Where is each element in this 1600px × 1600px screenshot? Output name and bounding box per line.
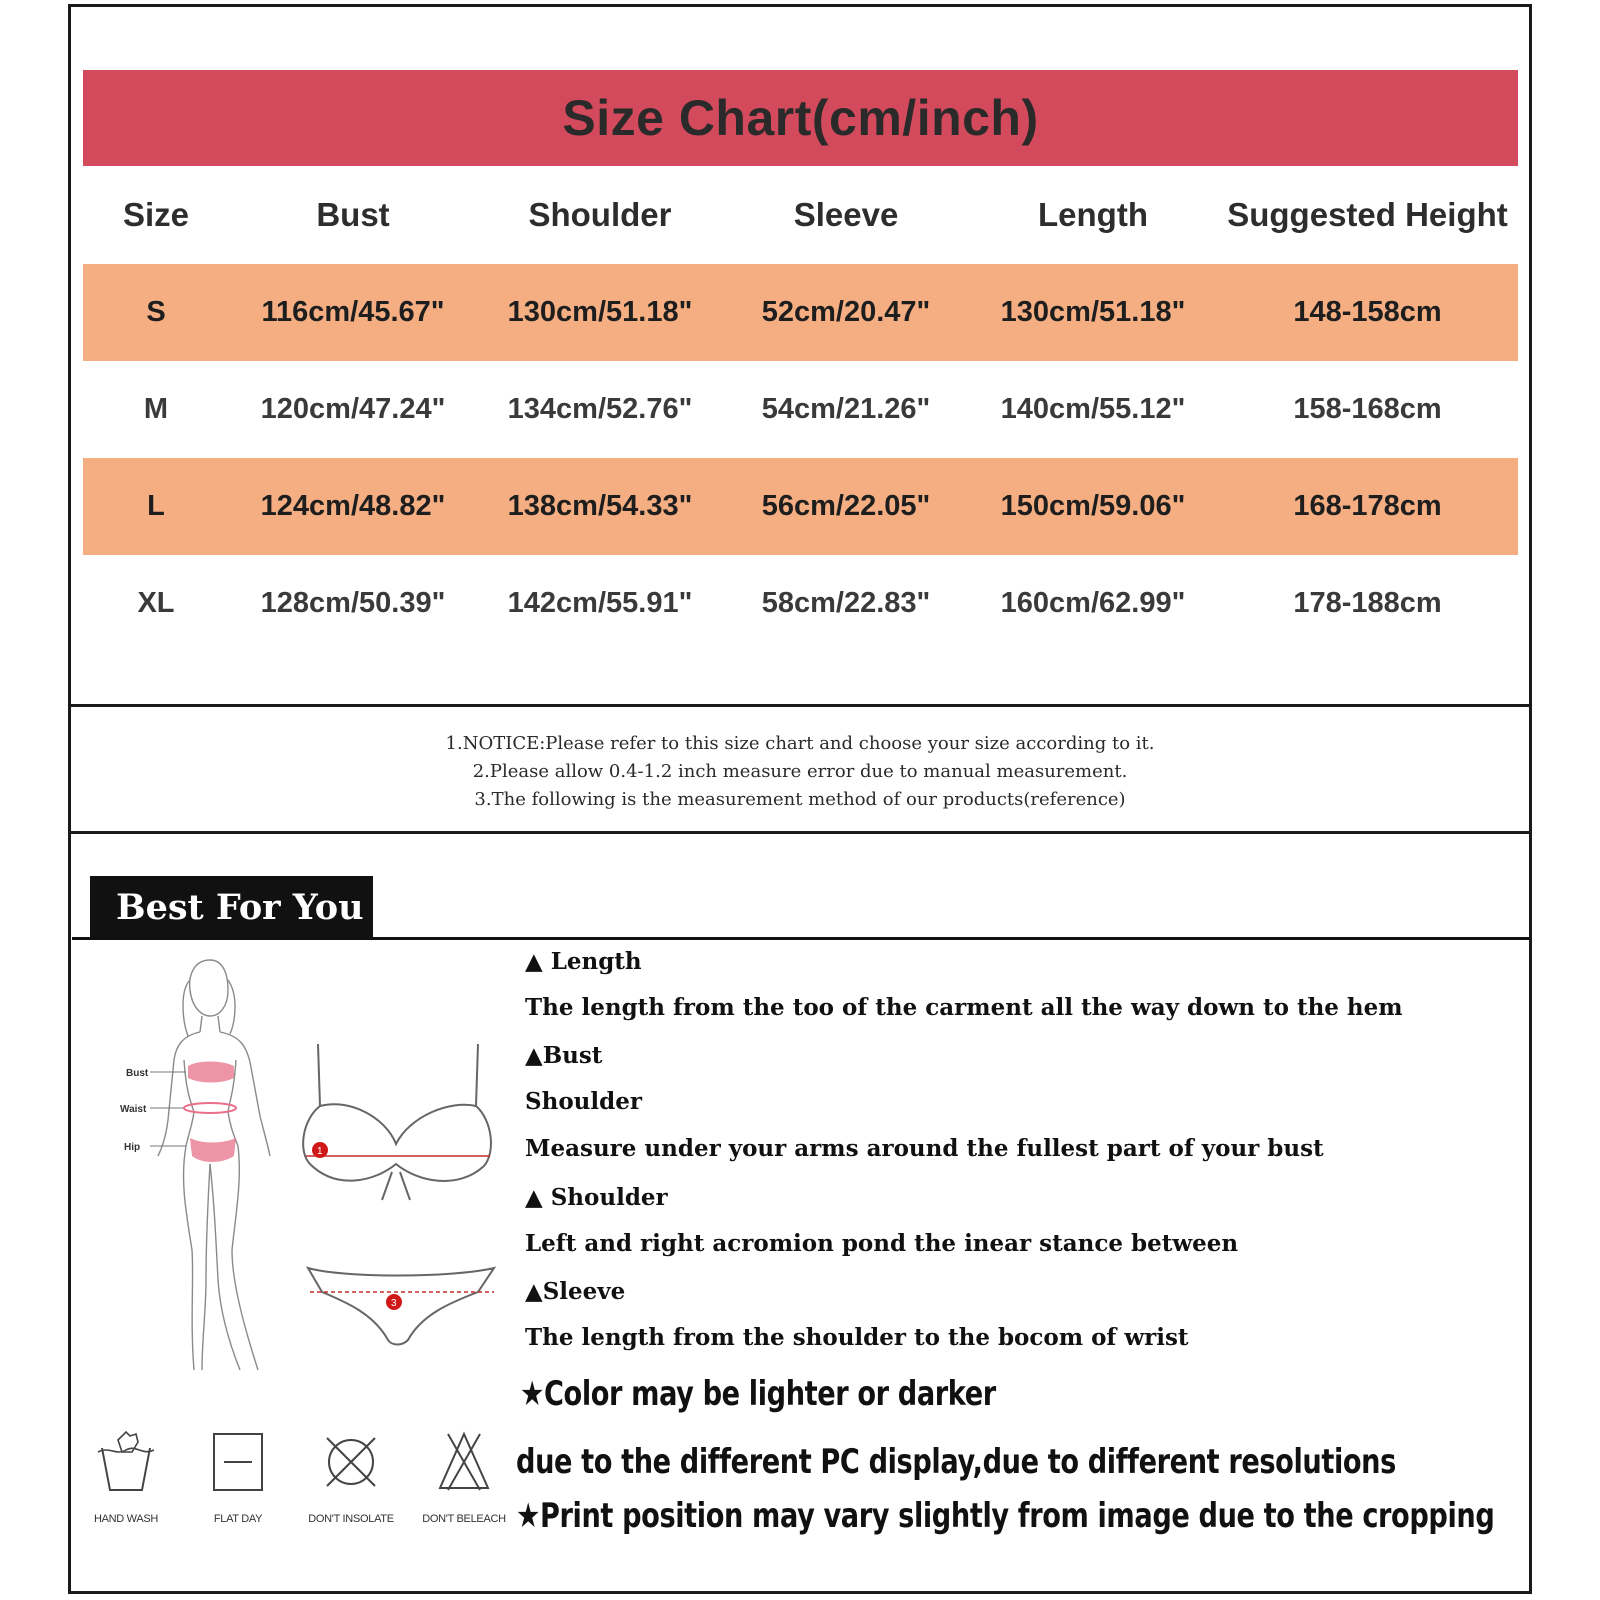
column-header-suggested-height: Suggested Height: [1227, 196, 1508, 233]
cell-bust: 124cm/48.82": [229, 458, 477, 555]
table-row-m: [83, 361, 1518, 458]
cell-length: 160cm/62.99": [969, 555, 1217, 652]
color-note: ★Color may be lighter or darker: [520, 1374, 996, 1414]
cell-shoulder: 134cm/52.76": [477, 361, 723, 458]
sleeve-heading: ▲Sleeve: [525, 1278, 626, 1305]
bust-description: Measure under your arms around the fullest part of your bust: [525, 1135, 1324, 1162]
table-row-l: [83, 458, 1518, 555]
cell-height: 168-178cm: [1217, 458, 1518, 555]
cell-size: S: [83, 264, 229, 361]
cell-length: 150cm/59.06": [969, 458, 1217, 555]
no-sun-icon: [319, 1430, 383, 1494]
cell-bust: 128cm/50.39": [229, 555, 477, 652]
notice-line-1: 1.NOTICE:Please refer to this size chart and choose your size according to it.: [445, 733, 1155, 754]
bra-diagram: [300, 1040, 500, 1210]
bottom-diagram: [302, 1262, 502, 1352]
column-header-sleeve: Sleeve: [793, 196, 899, 233]
length-description: The length from the too of the carment all the way down to the hem: [525, 994, 1403, 1021]
care-flat-dry: [200, 1430, 276, 1525]
shoulder-heading: ▲ Shoulder: [525, 1184, 668, 1211]
size-chart-title: Size Chart(cm/inch): [562, 90, 1039, 146]
care-dont-insolate: [298, 1430, 404, 1525]
cell-height: 148-158cm: [1217, 264, 1518, 361]
hand-wash-label: HAND WASH: [93, 1513, 159, 1525]
cell-height: 158-168cm: [1217, 361, 1518, 458]
cell-shoulder: 138cm/54.33": [477, 458, 723, 555]
bust-heading: ▲Bust: [525, 1042, 603, 1069]
column-header-size: Size: [122, 196, 190, 233]
flat-dry-icon: [208, 1430, 268, 1494]
hip-figure-label: Hip: [124, 1142, 141, 1153]
cell-bust: 120cm/47.24": [229, 361, 477, 458]
shoulder-word: Shoulder: [525, 1088, 642, 1115]
cell-height: 178-188cm: [1217, 555, 1518, 652]
size-chart-table: [83, 166, 1518, 652]
column-header-length: Length: [1038, 196, 1148, 233]
divider-below-notice: [68, 831, 1532, 834]
care-dont-bleach: [414, 1430, 514, 1525]
best-for-you-underline: [72, 937, 1530, 940]
cell-length: 140cm/55.12": [969, 361, 1217, 458]
notice-line-2: 2.Please allow 0.4-1.2 inch measure error due to manual measurement.: [472, 761, 1128, 782]
dont-insolate-label: DON'T INSOLATE: [308, 1513, 394, 1525]
best-for-you-label: Best For You: [116, 887, 364, 928]
cell-sleeve: 56cm/22.05": [723, 458, 969, 555]
column-header-bust: Bust: [316, 196, 390, 233]
cell-size: L: [83, 458, 229, 555]
cell-bust: 116cm/45.67": [229, 264, 477, 361]
dont-bleach-label: DON'T BELEACH: [422, 1513, 506, 1525]
sleeve-description: The length from the shoulder to the bocom of wrist: [525, 1324, 1189, 1351]
cell-size: XL: [83, 555, 229, 652]
table-row-xl: [83, 555, 1518, 652]
hand-wash-icon: [96, 1430, 156, 1494]
cell-size: M: [83, 361, 229, 458]
table-row-s: [83, 264, 1518, 361]
flat-dry-label: FLAT DAY: [213, 1513, 263, 1525]
cell-sleeve: 54cm/21.26": [723, 361, 969, 458]
length-heading: ▲ Length: [525, 948, 642, 975]
cell-sleeve: 58cm/22.83": [723, 555, 969, 652]
notice-block: [70, 730, 1530, 814]
cell-sleeve: 52cm/20.47": [723, 264, 969, 361]
no-bleach-icon: [434, 1430, 494, 1494]
divider-above-notice: [68, 704, 1532, 707]
waist-figure-label: Waist: [120, 1104, 147, 1115]
column-header-shoulder: Shoulder: [528, 196, 672, 233]
bust-figure-label: Bust: [126, 1068, 149, 1079]
model-figure-illustration: [110, 950, 310, 1410]
best-for-you-tab: [90, 876, 373, 939]
print-note: ★Print position may vary slightly from image due to the cropping: [516, 1496, 1495, 1536]
cell-shoulder: 130cm/51.18": [477, 264, 723, 361]
size-chart-title-bar: [83, 70, 1518, 166]
care-hand-wash: [88, 1430, 164, 1525]
notice-line-3: 3.The following is the measurement method of our products(reference): [474, 789, 1126, 810]
cell-length: 130cm/51.18": [969, 264, 1217, 361]
table-header-row: [83, 166, 1518, 264]
display-note: due to the different PC display,due to different resolutions: [516, 1442, 1396, 1482]
cell-shoulder: 142cm/55.91": [477, 555, 723, 652]
bust-marker-number: 1: [317, 1146, 323, 1157]
shoulder-description: Left and right acromion pond the inear stance between: [525, 1230, 1239, 1257]
hip-marker-number: 3: [391, 1298, 397, 1309]
